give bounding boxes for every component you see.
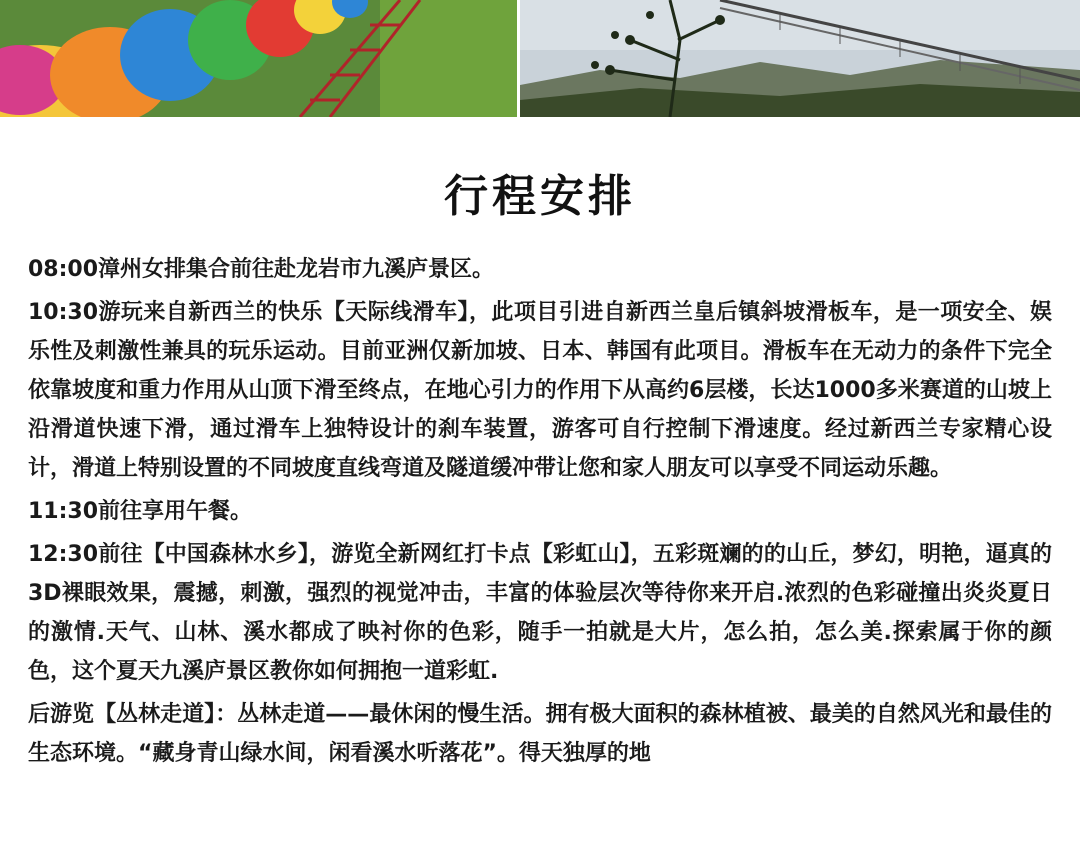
page-title: 行程安排 (444, 171, 636, 222)
itinerary-item-1130: 11:30前往享用午餐。 (28, 499, 253, 524)
itinerary-item-jungle-walk: 后游览【丛林走道】：丛林走道——最休闲的慢生活。拥有极大面积的森林植被、最美的自然风光和最佳的生态环境。“藏身青山绿水间，闲看溪水听落花”。得天独厚的地 (28, 702, 1052, 766)
rainbow-slide-photo (0, 0, 517, 117)
itinerary-item-1030: 10:30游玩来自新西兰的快乐【天际线滑车】，此项目引进自新西兰皇后镇斜坡滑板车，是一项安全、娱乐性及刺激性兼具的玩乐运动。目前亚洲仅新加坡、日本、韩国有此项目。滑板车在无动力的条件下完全依靠坡度和重力作用从山顶下滑至终点，在地心引力的作用下从高约6层楼，长达1000多米赛道的山坡上沿滑道快速下滑，通过滑车上独特设计的刹车装置，游客可自行控制下滑速度。经过新西兰专家精心设计，滑道上特别设置的不同坡度直线弯道及隧道缓冲带让您和家人朋友可以享受不同运动乐趣。 (28, 300, 1052, 481)
itinerary-item-1230: 12:30前往【中国森林水乡】，游览全新网红打卡点【彩虹山】，五彩斑斓的的山丘，梦幻，明艳，逼真的3D裸眼效果，震撼，刺激，强烈的视觉冲击，丰富的体验层次等待你来开启.浓烈的色彩碰撞出炎炎夏日的激情.天气、山林、溪水都成了映衬你的色彩，随手一拍就是大片，怎么拍，怎么美.探索属于你的颜色，这个夏天九溪庐景区教你如何拥抱一道彩虹. (28, 542, 1052, 684)
rainbow-slide-illustration (0, 0, 517, 117)
itinerary-item-0800: 08:00漳州女排集合前往赴龙岩市九溪庐景区。 (28, 257, 495, 282)
header-photo-strip (0, 0, 1080, 117)
glass-bridge-illustration (520, 0, 1080, 117)
glass-bridge-photo (520, 0, 1080, 117)
itinerary-content (28, 250, 1052, 777)
